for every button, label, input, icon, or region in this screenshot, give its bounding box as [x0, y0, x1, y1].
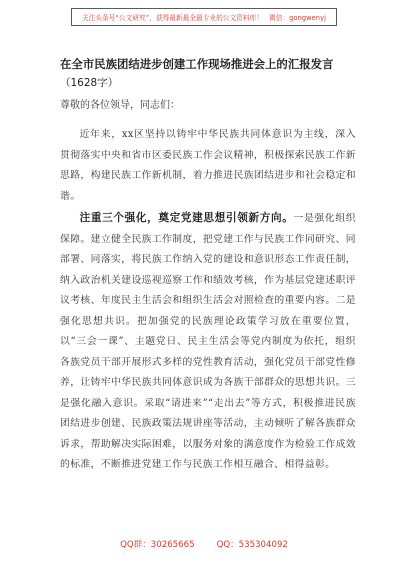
- wechat-text: 微信：gongwenyj: [269, 14, 327, 22]
- body-paragraph-intro: [60, 125, 356, 207]
- section-heading: 注重三个强化，奠定党建思想引领新方向。: [79, 212, 294, 224]
- paragraph-text: 近年来，xx区坚持以铸牢中华民族共同体意识为主线，深入贯彻落实中央和省市区委民族工作会议精神，积极探索民族工作新思路，构建民族工作新机制，着力推进民族团结进步和社会稳定和谐。: [60, 129, 356, 202]
- body-paragraph-section-one: [60, 208, 356, 476]
- qq-group-text: QQ群：30265665: [120, 540, 195, 550]
- qq-text: QQ：535304092: [216, 540, 288, 550]
- header-banner: [71, 8, 337, 26]
- banner-text: 关注头条号“公文研究”，获得最新最全最专业的公文资料库！: [81, 14, 264, 22]
- word-count: （1628字）: [60, 77, 119, 89]
- document-title: 在全市民族团结进步创建工作现场推进会上的汇报发言: [60, 57, 334, 71]
- paragraph-text: 一是强化组织保障。建立健全民族工作制度，把党建工作与民族工作同研究、同部署、同落实，将民族工作纳入党的建设和意识形态工作责任制，纳入政治机关建设巡视巡察工作和绩效考核，作为基层党建述职评议考核、年度民主生活会和组织生活会对照检查的重要内容。二是强化思想共识。把加强党的民族理论政策学习放在重要位置，以“三会一课”、主题党日、民主生活会等党内制度为依托，组织各族党员干部开展形式多样的党性教育活动，强化党员干部党性修养，让铸牢中华民族共同体意识成为各族干部群众的思想共识。三是强化融入意识。采取“请进来”“走出去”等方式，积极推进民族团结进步创建、民族政策法规讲座等活动，主动倾听了解各族群众诉求，帮助解决实际困难，以服务对象的满意度作为检验工作成效的标准，不断推进党建工作与民族工作相互融合、相得益彰。: [60, 213, 356, 470]
- document-title-block: [60, 55, 360, 93]
- greeting: 尊敬的各位领导，同志们：: [60, 100, 180, 111]
- footer-contact: [0, 538, 408, 550]
